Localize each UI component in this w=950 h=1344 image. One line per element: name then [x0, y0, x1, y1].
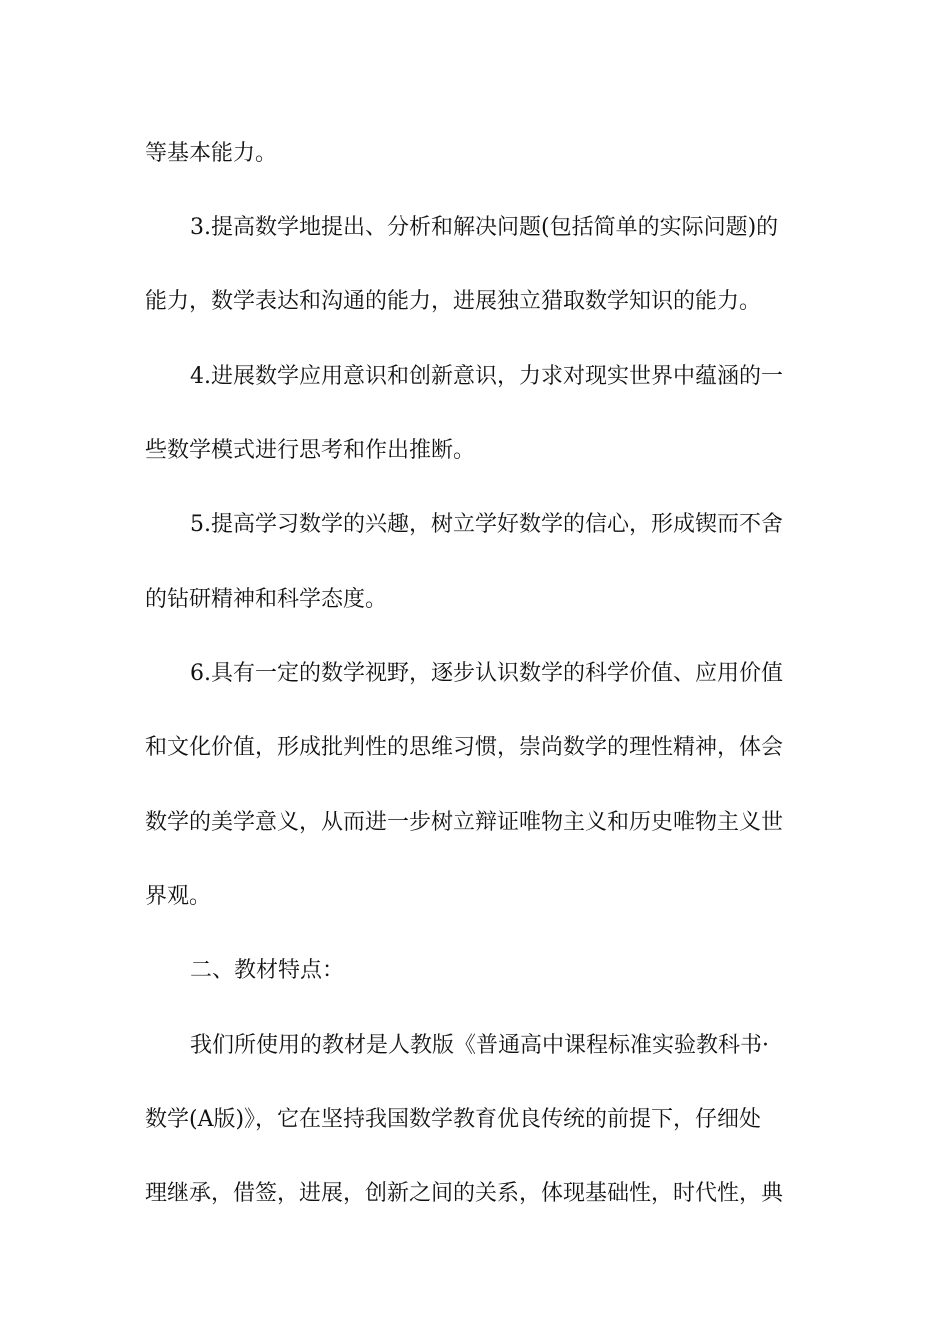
text-line-13: 我们所使用的教材是人教版《普通高中课程标准实验教科书· — [190, 1033, 769, 1058]
text-line-4: 4.进展数学应用意识和创新意识，力求对现实世界中蕴涵的一 — [190, 364, 783, 389]
text-line-10: 数学的美学意义，从而进一步树立辩证唯物主义和历史唯物主义世 — [145, 810, 784, 835]
text-line-1: 等基本能力。 — [145, 141, 278, 166]
text-line-6: 5.提高学习数学的兴趣，树立学好数学的信心，形成锲而不舍 — [190, 512, 783, 537]
text-line-14: 数学(A版)》，它在坚持我国数学教育优良传统的前提下，仔细处 — [145, 1107, 762, 1132]
text-line-5: 些数学模式进行思考和作出推断。 — [145, 438, 476, 463]
text-line-9: 和文化价值，形成批判性的思维习惯，崇尚数学的理性精神，体会 — [145, 735, 784, 760]
text-line-2: 3.提高数学地提出、分析和解决问题(包括简单的实际问题)的 — [190, 215, 779, 240]
text-line-8: 6.具有一定的数学视野，逐步认识数学的科学价值、应用价值 — [190, 661, 783, 686]
text-line-11: 界观。 — [145, 884, 212, 909]
text-line-15: 理继承，借签，进展，创新之间的关系，体现基础性，时代性，典 — [145, 1181, 784, 1206]
text-line-7: 的钻研精神和科学态度。 — [145, 587, 388, 612]
section-heading: 二、教材特点： — [190, 958, 345, 983]
text-line-3: 能力，数学表达和沟通的能力，进展独立猎取数学知识的能力。 — [145, 289, 762, 314]
